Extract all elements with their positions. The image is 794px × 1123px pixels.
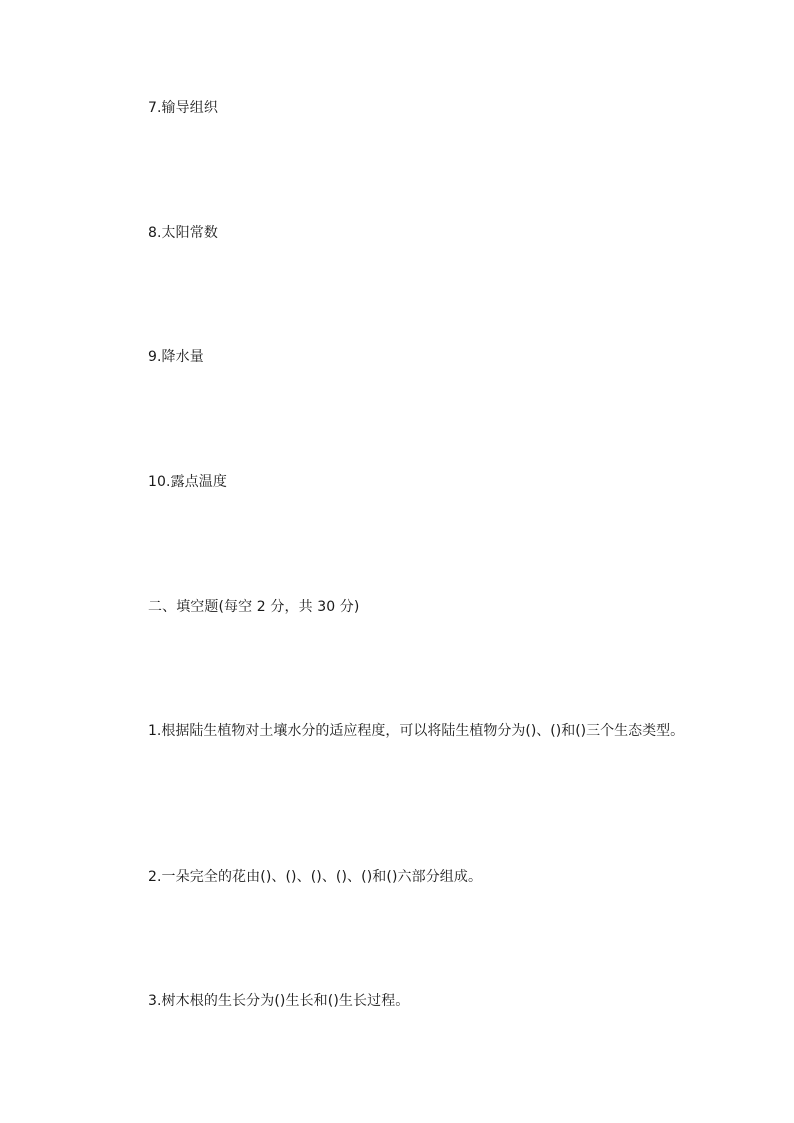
term-item-7: 7.输导组织 [148,100,218,116]
section-heading: 二、填空题(每空 2 分，共 30 分) [148,599,360,615]
term-item-10: 10.露点温度 [148,474,227,490]
fill-question-2: 2.一朵完全的花由()、()、()、()、()和()六部分组成。 [148,869,483,885]
fill-question-3: 3.树木根的生长分为()生长和()生长过程。 [148,993,410,1009]
term-item-9: 9.降水量 [148,349,204,365]
fill-question-1: 1.根据陆生植物对土壤水分的适应程度，可以将陆生植物分为()、()和()三个生态类型。 [148,723,685,739]
term-item-8: 8.太阳常数 [148,225,218,241]
